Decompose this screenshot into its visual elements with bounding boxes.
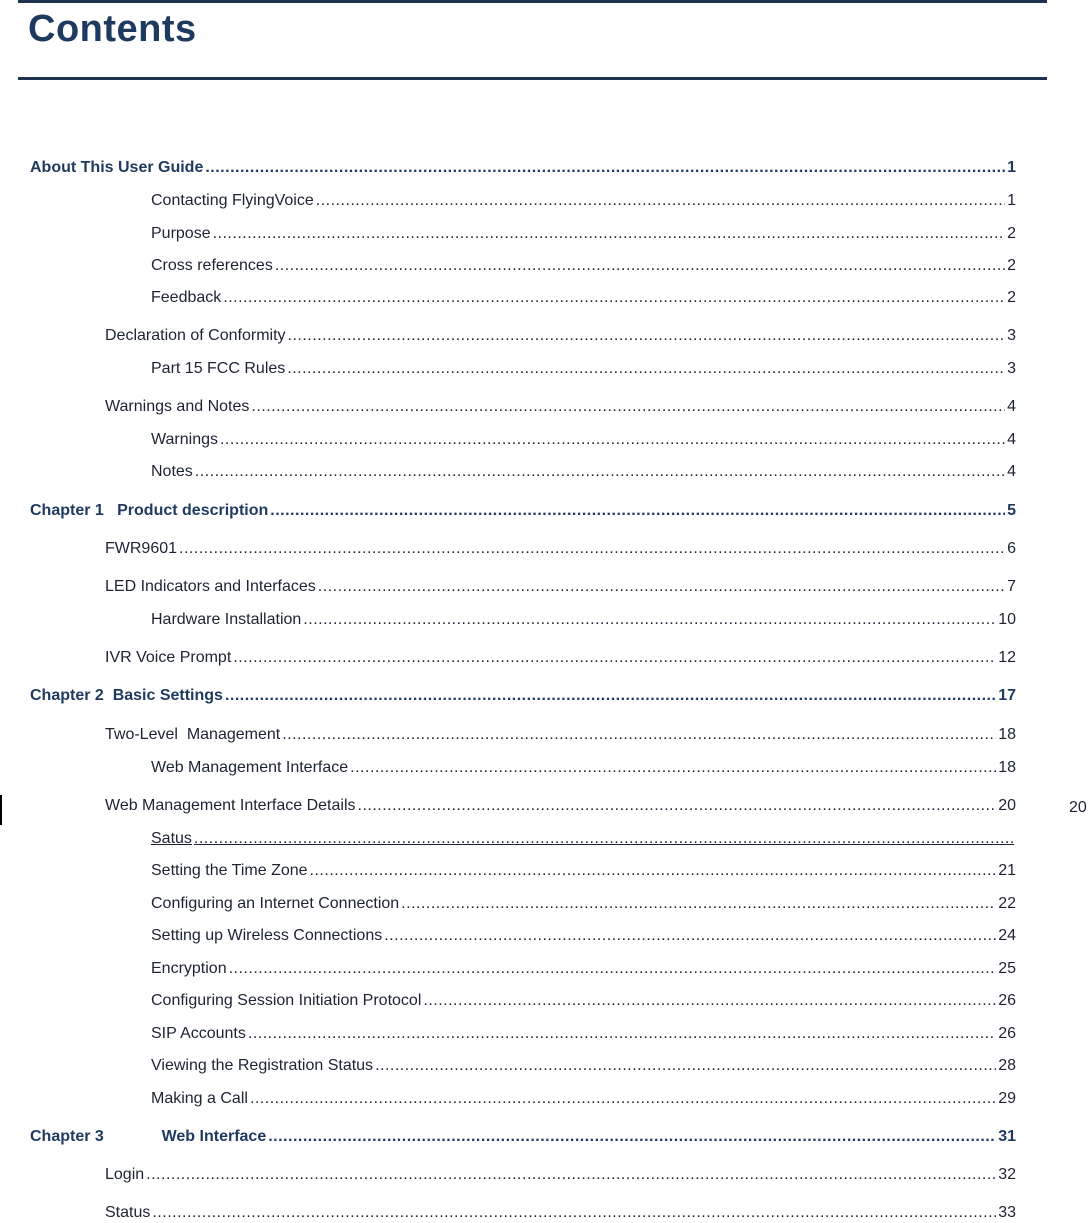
toc-subsection-entry[interactable] <box>151 926 1016 946</box>
toc-leader-dots <box>179 539 1005 559</box>
toc-leader-dots <box>250 1089 996 1109</box>
toc-entry-label: Part 15 FCC Rules <box>151 360 286 377</box>
toc-entry-label: Chapter 1 Product description <box>30 502 269 519</box>
toc-page-number: 6 <box>1007 540 1016 557</box>
toc-subsection-entry[interactable] <box>151 861 1016 881</box>
toc-entry-label: Web Management Interface <box>151 759 349 776</box>
toc-leader-dots <box>194 829 1014 849</box>
toc-subsection-entry[interactable] <box>151 758 1016 778</box>
toc-entry-label: Status <box>105 1204 151 1221</box>
toc-section-entry[interactable] <box>105 725 1016 745</box>
toc-entry-label: Purpose <box>151 225 211 242</box>
toc-page-number: 2 <box>1007 257 1016 274</box>
toc-chapter-entry[interactable] <box>30 158 1016 178</box>
toc-entry-label: Configuring an Internet Connection <box>151 895 400 912</box>
toc-subsection-entry[interactable] <box>151 1024 1016 1044</box>
toc-page-number: 1 <box>1007 192 1016 209</box>
toc-page-number: 3 <box>1007 360 1016 377</box>
toc-page-number: 4 <box>1007 398 1016 415</box>
toc-subsection-entry[interactable] <box>151 959 1016 979</box>
toc-leader-dots <box>401 894 996 914</box>
toc-leader-dots <box>316 191 1005 211</box>
toc-leader-dots <box>288 326 1006 346</box>
toc-leader-dots <box>282 725 996 745</box>
toc-page-number: 20 <box>998 797 1016 814</box>
toc-leader-dots <box>375 1056 996 1076</box>
toc-section-entry[interactable] <box>105 397 1016 417</box>
toc-page-number: 12 <box>998 649 1016 666</box>
toc-subsection-entry[interactable] <box>151 462 1016 482</box>
toc-leader-dots <box>220 430 1005 450</box>
toc-page-number: 18 <box>998 726 1016 743</box>
toc-leader-dots <box>225 686 996 706</box>
toc-section-entry[interactable] <box>105 326 1016 346</box>
toc-page-number: 25 <box>998 960 1016 977</box>
toc-entry-label: About This User Guide <box>30 159 204 176</box>
toc-entry-label: Two-Level Management <box>105 726 281 743</box>
toc-entry-label: Warnings and Notes <box>105 398 250 415</box>
toc-entry-label: Notes <box>151 463 193 480</box>
toc-page-number: 4 <box>1007 463 1016 480</box>
toc-entry-label: Satus <box>151 830 192 847</box>
toc-leader-dots <box>229 959 997 979</box>
toc-subsection-entry[interactable] <box>151 288 1016 308</box>
toc-page-number: 24 <box>998 927 1016 944</box>
toc-page-number: 1 <box>1007 159 1016 176</box>
toc-leader-dots <box>251 397 1005 417</box>
toc-entry-label: Login <box>105 1166 145 1183</box>
toc-leader-dots <box>423 991 996 1011</box>
toc-entry-label: Chapter 2 Basic Settings <box>30 687 223 704</box>
toc-entry-label: Setting the Time Zone <box>151 862 308 879</box>
toc-page-number: 10 <box>998 611 1016 628</box>
toc-subsection-entry[interactable] <box>151 991 1016 1011</box>
toc-entry-label: Configuring Session Initiation Protocol <box>151 992 422 1009</box>
toc-page-number: 17 <box>998 687 1016 704</box>
toc-entry-label: SIP Accounts <box>151 1025 246 1042</box>
toc-leader-dots <box>195 462 1005 482</box>
toc-entry-label: Contacting FlyingVoice <box>151 192 314 209</box>
toc-subsection-entry[interactable] <box>151 829 1016 849</box>
toc-section-entry[interactable] <box>105 796 1016 816</box>
toc-entry-label: Cross references <box>151 257 273 274</box>
change-bar <box>0 795 2 825</box>
toc-leader-dots <box>350 758 996 778</box>
toc-subsection-entry[interactable] <box>151 224 1016 244</box>
toc-section-entry[interactable] <box>105 1165 1016 1185</box>
toc-section-entry[interactable] <box>105 1203 1016 1223</box>
toc-page-number: 4 <box>1007 431 1016 448</box>
toc-leader-dots <box>205 158 1005 178</box>
toc-entry-label: Setting up Wireless Connections <box>151 927 383 944</box>
toc-subsection-entry[interactable] <box>151 430 1016 450</box>
toc-section-entry[interactable] <box>105 539 1016 559</box>
toc-page-number: 22 <box>998 895 1016 912</box>
toc-page-number: 7 <box>1007 578 1016 595</box>
toc-chapter-entry[interactable] <box>30 501 1016 521</box>
toc-chapter-entry[interactable] <box>30 1127 1016 1147</box>
toc-entry-label: Making a Call <box>151 1090 248 1107</box>
toc-chapter-entry[interactable] <box>30 686 1016 706</box>
toc-subsection-entry[interactable] <box>151 191 1016 211</box>
toc-leader-dots <box>270 501 1005 521</box>
toc-entry-label: Hardware Installation <box>151 611 302 628</box>
toc-leader-dots <box>310 861 997 881</box>
toc-section-entry[interactable] <box>105 577 1016 597</box>
toc-entry-label: Encryption <box>151 960 227 977</box>
toc-leader-dots <box>384 926 996 946</box>
toc-section-entry[interactable] <box>105 648 1016 668</box>
toc-page-number: 5 <box>1007 502 1016 519</box>
toc-page-number: 33 <box>998 1204 1016 1221</box>
page-title: Contents <box>28 8 197 50</box>
top-rule <box>18 0 1047 3</box>
toc-subsection-entry[interactable] <box>151 894 1016 914</box>
stray-page-number: 20 <box>1069 799 1087 816</box>
toc-leader-dots <box>233 648 996 668</box>
toc-entry-label: FWR9601 <box>105 540 178 557</box>
toc-entry-label: LED Indicators and Interfaces <box>105 578 316 595</box>
toc-leader-dots <box>268 1127 996 1147</box>
toc-leader-dots <box>287 359 1005 379</box>
toc-page-number: 26 <box>998 992 1016 1009</box>
toc-leader-dots <box>152 1203 996 1223</box>
toc-entry-label: Chapter 3 Web Interface <box>30 1128 267 1145</box>
toc-subsection-entry[interactable] <box>151 359 1016 379</box>
toc-page-number: 29 <box>998 1090 1016 1107</box>
toc-page-number: 26 <box>998 1025 1016 1042</box>
toc-page-number: 2 <box>1007 225 1016 242</box>
toc-page-number: 2 <box>1007 289 1016 306</box>
toc-page-number: 28 <box>998 1057 1016 1074</box>
toc-entry-label: Warnings <box>151 431 218 448</box>
toc-entry-label: Viewing the Registration Status <box>151 1057 374 1074</box>
toc-leader-dots <box>318 577 1005 597</box>
toc-subsection-entry[interactable] <box>151 1056 1016 1076</box>
toc-entry-label: IVR Voice Prompt <box>105 649 232 666</box>
toc-entry-label: Feedback <box>151 289 222 306</box>
toc-leader-dots <box>275 256 1005 276</box>
toc-leader-dots <box>303 610 996 630</box>
toc-leader-dots <box>146 1165 996 1185</box>
toc-subsection-entry[interactable] <box>151 256 1016 276</box>
toc-page-number: 3 <box>1007 327 1016 344</box>
toc-page-number: 31 <box>998 1128 1016 1145</box>
toc-leader-dots <box>248 1024 996 1044</box>
toc-entry-label: Declaration of Conformity <box>105 327 286 344</box>
toc-leader-dots <box>213 224 1006 244</box>
toc-leader-dots <box>223 288 1005 308</box>
toc-subsection-entry[interactable] <box>151 1089 1016 1109</box>
title-underline <box>18 77 1047 80</box>
toc-subsection-entry[interactable] <box>151 610 1016 630</box>
toc-page-number: 21 <box>998 862 1016 879</box>
toc-page-number: 32 <box>998 1166 1016 1183</box>
toc-leader-dots <box>358 796 997 816</box>
toc-entry-label: Web Management Interface Details <box>105 797 356 814</box>
toc-page-number: 18 <box>998 759 1016 776</box>
